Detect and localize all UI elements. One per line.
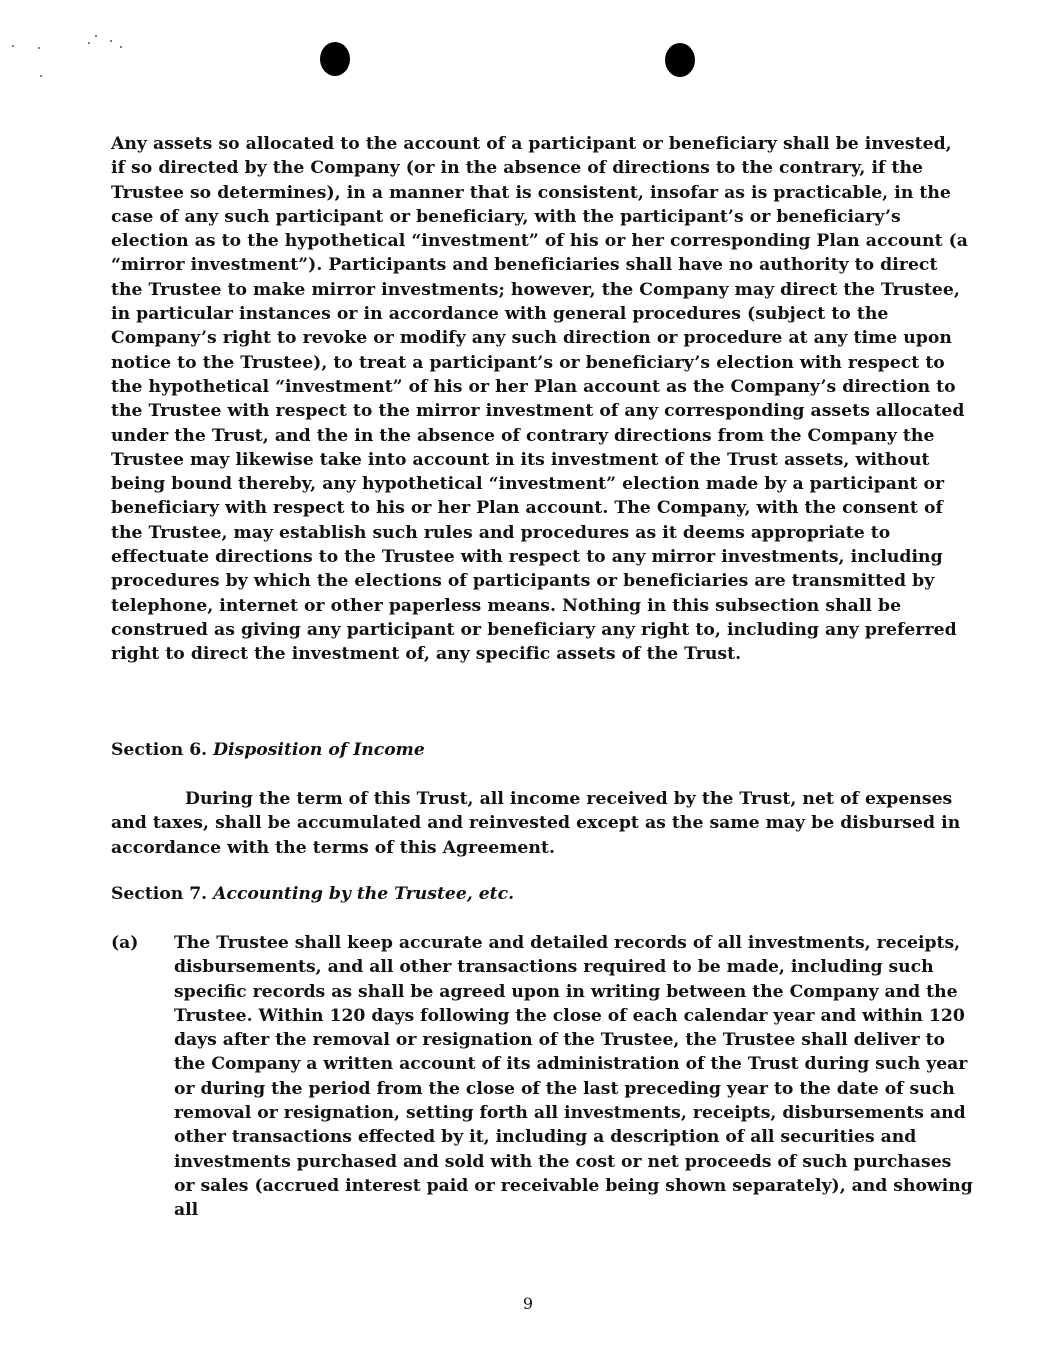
scan-speck: [12, 45, 14, 47]
section-7-heading: [111, 882, 514, 906]
scan-speck: [40, 75, 42, 77]
section-6-label: Section 6.: [111, 740, 208, 760]
scan-speck: [38, 47, 40, 49]
punch-hole-right: [665, 43, 695, 77]
paragraph-text: Any assets so allocated to the account of a participant or beneficiary shall be invested, if so directed by the Company (or in the absence of directions to the contrary, if the Trustee so determines), in a manner that is consistent, insofar as is practicable, in the case of any such participant or beneficiary, with the participant’s or beneficiary’s election as to the hypothetical “investment” of his or her corresponding Plan account (a “mirror investment”). Participants and beneficiaries shall have no authority to direct the Trustee to make mirror investments; however, the Company may direct the Trustee, in particular instances or in accordance with general procedures (subject to the Company’s right to revoke or modify any such direction or procedure at any time upon notice to the Trustee), to treat a participant’s or beneficiary’s election with respect to the hypothetical “investment” of his or her Plan account as the Company’s direction to the Trustee with respect to the mirror investment of any corresponding assets allocated under the Trust, and the in the absence of contrary directions from the Company the Trustee may likewise take into account in its investment of the Trust assets, without being bound thereby, any hypothetical “investment” election made by a participant or beneficiary with respect to his or her Plan account. The Company, with the consent of the Trustee, may establish such rules and procedures as it deems appropriate to effectuate directions to the Trustee with respect to any mirror investments, including procedures by which the elections of participants or beneficiaries are transmitted by telephone, internet or other paperless means. Nothing in this subsection shall be construed as giving any participant or beneficiary any right to, including any preferred right to direct the investment of, any specific assets of the Trust.: [111, 134, 968, 665]
section-6-body: [111, 787, 971, 860]
item-a-text: The Trustee shall keep accurate and detailed records of all investments, receipts, disbursements, and all other transactions required to be made, including such specific records as shall be agreed upon in writing between the Company and the Trustee. Within 120 days following the close of each calendar year and within 120 days after the removal or resignation of the Trustee, the Trustee shall deliver to the Company a written account of its administration of the Trust during such year or during the period from the close of the last preceding year to the date of such removal or resignation, setting forth all investments, receipts, disbursements and other transactions effected by it, including a description of all securities and investments purchased and sold with the cost or net proceeds of such purchases or sales (accrued interest paid or receivable being shown separately), and showing all: [174, 933, 973, 1221]
scan-speck: [110, 40, 112, 42]
section-7-item-a: [111, 931, 981, 1223]
scan-speck: [88, 42, 90, 44]
scan-speck: [95, 35, 97, 37]
page-number: 9: [522, 1294, 534, 1313]
item-a-marker: (a): [111, 933, 139, 953]
punch-hole-left: [320, 42, 350, 76]
scan-speck: [120, 46, 122, 48]
section-6-heading: [111, 738, 425, 762]
section-6-title: Disposition of Income: [213, 740, 425, 760]
section-6-body-text: During the term of this Trust, all income received by the Trust, net of expenses and taxes, shall be accumulated and reinvested except as the same may be disbursed in accordance with the terms of this Agreement.: [111, 789, 961, 858]
paragraph-mirror-investment: [111, 132, 971, 667]
section-7-title: Accounting by the Trustee, etc.: [213, 884, 515, 904]
section-7-label: Section 7.: [111, 884, 208, 904]
